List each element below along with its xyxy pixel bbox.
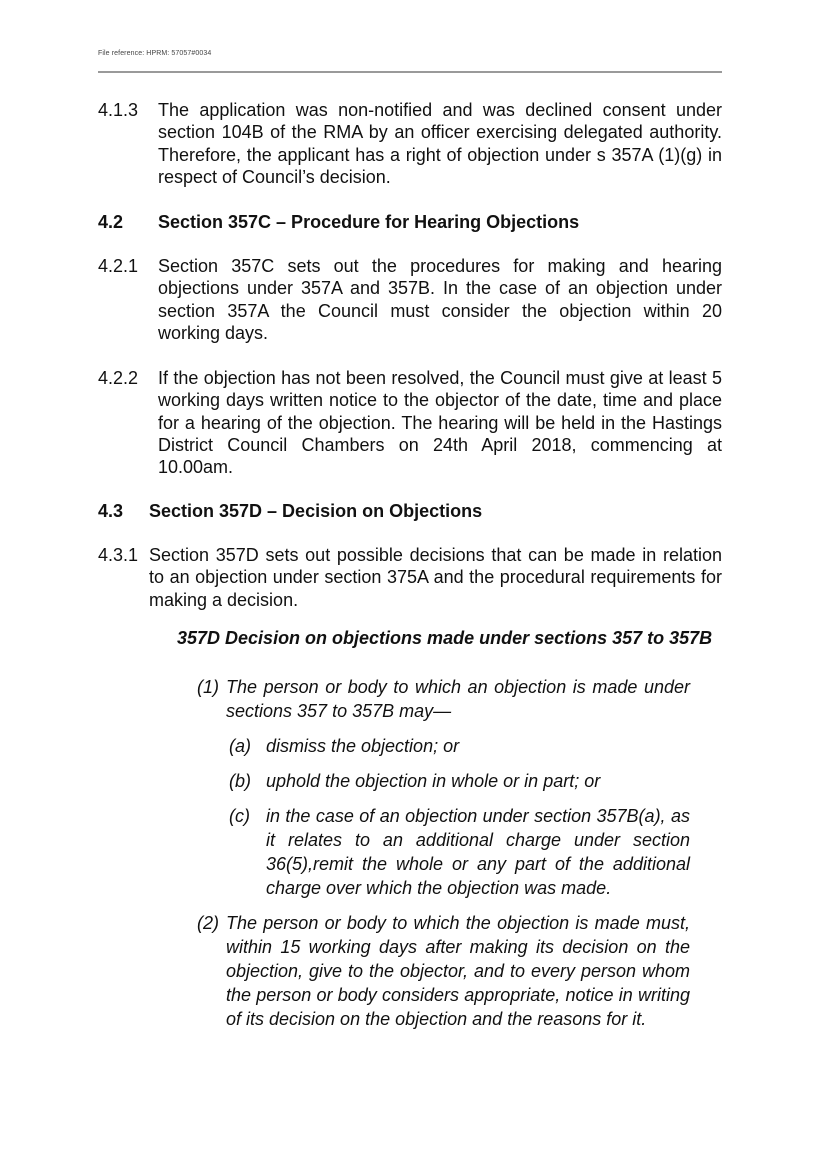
paragraph-number: 4.2.2 [98, 368, 139, 388]
clause-text: The person or body to which an objection is made under sections 357 to 357B may— [226, 677, 690, 721]
statute-item-c [229, 804, 690, 900]
paragraph-4-2-1 [98, 255, 722, 344]
heading-title: Section 357D – Decision on Objections [149, 501, 483, 521]
item-text: in the case of an objection under section 357B(a), as it relates to an additional charge under section 36(5),remit the whole or any part of the additional charge over which the objection was made. [266, 806, 690, 898]
clause-label: (2) [197, 913, 219, 933]
statute-item-b [229, 769, 690, 793]
statute-title: 357D Decision on objections made under sections 357 to 357B [177, 628, 713, 648]
paragraph-text: Section 357C sets out the procedures for making and hearing objections under 357A and 357B. In the case of an objection under section 357A the Council must consider the objection within 20 working days. [158, 256, 722, 343]
file-reference: File reference: HPRM: 57057#0034 [98, 50, 212, 57]
heading-number: 4.3 [98, 501, 124, 521]
heading-title: Section 357C – Procedure for Hearing Objections [158, 212, 580, 232]
item-text: dismiss the objection; or [266, 736, 460, 756]
paragraph-4-1-3 [98, 99, 722, 188]
item-text: uphold the objection in whole or in part; or [266, 771, 601, 791]
paragraph-number: 4.2.1 [98, 256, 139, 276]
clause-text: The person or body to which the objection is made must, within 15 working days after making its decision on the objection, give to the objector, and to every person whom the person or body considers appropriate, notice in writing of its decision on the objection and the reasons for it. [226, 913, 690, 1029]
paragraph-text: If the objection has not been resolved, the Council must give at least 5 working days written notice to the objector of the date, time and place for a hearing of the objection. The hearing will be held in the Hastings District Council Chambers on 24th April 2018, commencing at 10.00am. [158, 368, 722, 478]
header-divider [98, 71, 722, 73]
section-heading-4-3 [98, 500, 722, 522]
paragraph-text: The application was non-notified and was declined consent under section 104B of the RMA by an officer exercising delegated authority. Therefore, the applicant has a right of objection under s 357A (1)(g) in respect of Council’s decision. [158, 100, 722, 187]
paragraph-4-2-2 [98, 367, 722, 478]
statute-item-a [229, 734, 690, 758]
statute-clause-2 [197, 911, 690, 1031]
heading-number: 4.2 [98, 212, 124, 232]
paragraph-number: 4.3.1 [98, 545, 139, 565]
item-label: (b) [229, 771, 251, 791]
section-heading-4-2 [98, 211, 722, 233]
item-label: (a) [229, 736, 251, 756]
clause-label: (1) [197, 677, 219, 697]
statute-clause-1 [197, 675, 690, 723]
paragraph-text: Section 357D sets out possible decisions that can be made in relation to an objection under section 375A and the procedural requirements for making a decision. [149, 545, 722, 610]
item-label: (c) [229, 806, 250, 826]
paragraph-number: 4.1.3 [98, 100, 139, 120]
paragraph-4-3-1 [98, 544, 722, 611]
